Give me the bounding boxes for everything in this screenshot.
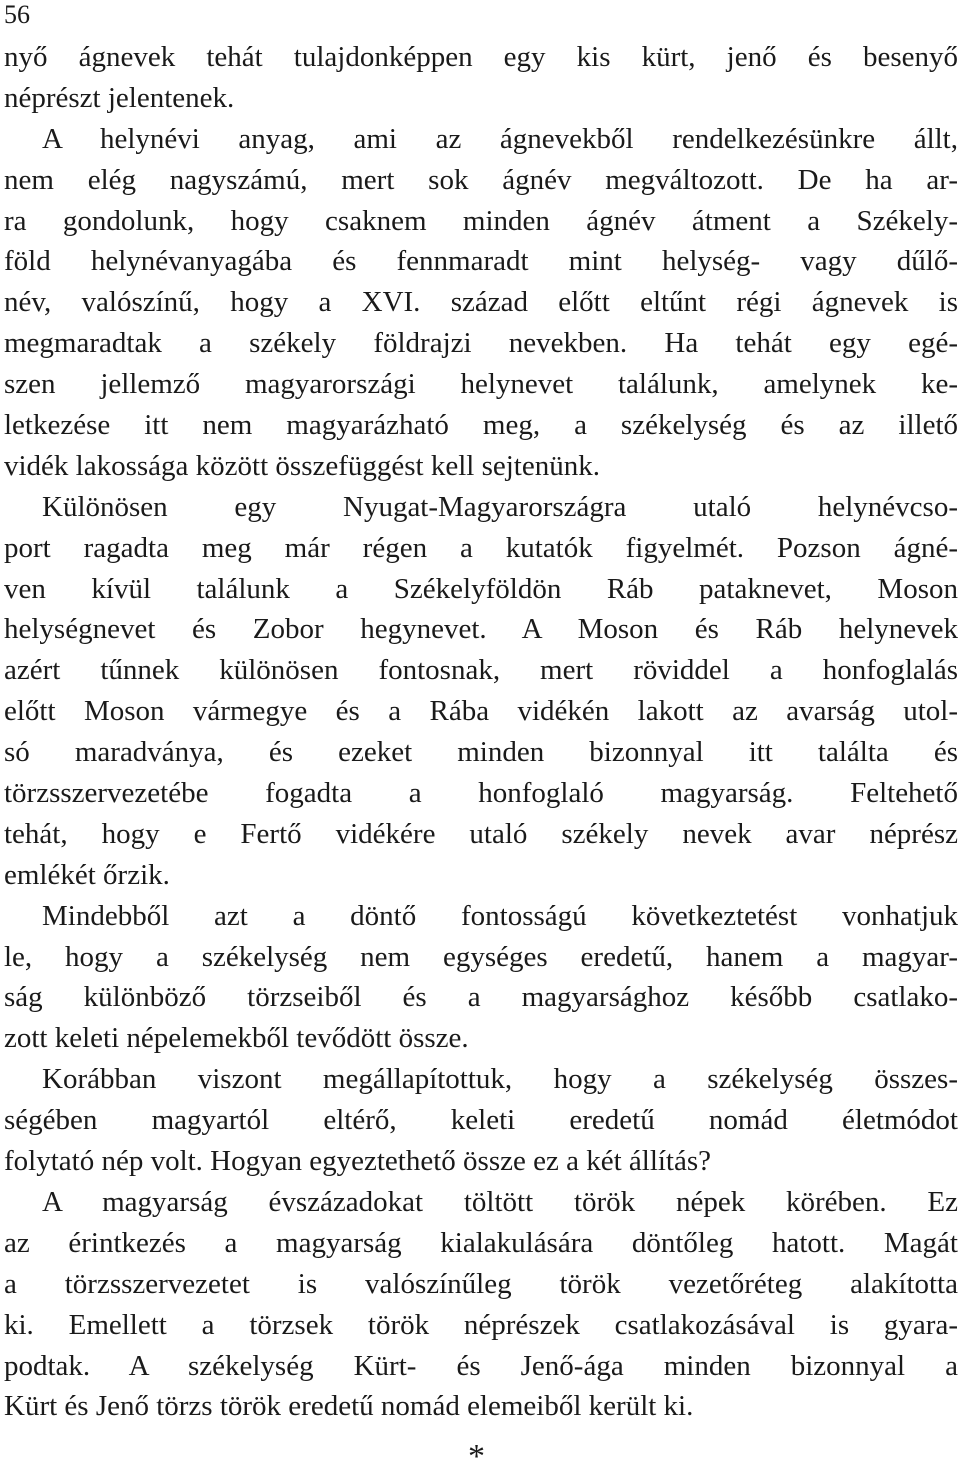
text-line: podtak. A székelység Kürt- és Jenő-ága minden bizonnyal a	[4, 1349, 958, 1382]
text-line: ki. Emellett a törzsek török néprészek csatlakozásával is gyara-	[4, 1308, 958, 1341]
text-line: név, valószínű, hogy a XVI. század előtt eltűnt régi ágnevek is	[4, 286, 958, 319]
body-text	[4, 37, 958, 1427]
text-line: só maradványa, és ezeket minden bizonnyal itt találta és	[4, 736, 958, 769]
text-line: néprészt jelentenek.	[4, 81, 235, 114]
text-line: ven kívül találunk a Székelyföldön Ráb pataknevet, Moson	[4, 572, 958, 605]
text-line: megmaradtak a székely földrajzi nevekben. Ha tehát egy egé-	[4, 327, 958, 360]
text-line: emlékét őrzik.	[4, 858, 170, 891]
text-line: nyő ágnevek tehát tulajdonképpen egy kis kürt, jenő és besenyő	[4, 41, 958, 73]
text-line: Mindebből azt a döntő fontosságú következtetést vonhatjuk	[42, 899, 958, 932]
text-line: le, hogy a székelység nem egységes eredetű, hanem a magyar-	[4, 940, 958, 973]
text-line: letkezése itt nem magyarázható meg, a székelység és az illető	[4, 409, 958, 442]
text-line: folytató nép volt. Hogyan egyeztethető össze ez a két állítás?	[4, 1145, 712, 1178]
text-line: Kürt és Jenő törzs török eredetű nomád elemeiből került ki.	[4, 1390, 694, 1423]
section-separator: *	[468, 1438, 485, 1475]
text-line: azért tűnnek különösen fontosnak, mert röviddel a honfoglalás	[4, 654, 958, 687]
text-line: tehát, hogy e Fertő vidékére utaló székely nevek avar néprész	[4, 817, 958, 850]
text-line: az érintkezés a magyarság kialakulására döntőleg hatott. Magát	[4, 1226, 958, 1259]
text-line: zott keleti népelemekből tevődött össze.	[4, 1022, 469, 1055]
text-line: ság különböző törzseiből és a magyarsághoz később csatlako-	[4, 981, 958, 1014]
text-line: törzsszervezetébe fogadta a honfoglaló magyarság. Feltehető	[4, 777, 958, 810]
text-line: föld helynévanyagába és fennmaradt mint helység- vagy dűlő-	[4, 245, 958, 278]
text-line: ra gondolunk, hogy csaknem minden ágnév átment a Székely-	[4, 204, 958, 237]
text-line: szen jellemző magyarországi helynevet találunk, amelynek ke-	[4, 368, 958, 401]
text-line: A helynévi anyag, ami az ágnevekből rendelkezésünkre állt,	[42, 122, 958, 155]
text-line: A magyarság évszázadokat töltött török népek körében. Ez	[42, 1185, 958, 1218]
text-line: előtt Moson vármegye és a Rába vidékén lakott az avarság utol-	[4, 695, 958, 728]
text-line: vidék lakossága között összefüggést kell sejtenünk.	[4, 449, 600, 482]
text-line: helységnevet és Zobor hegynevet. A Moson és Ráb helynevek	[4, 613, 958, 646]
text-line: Különösen egy Nyugat-Magyarországra utaló helynévcso-	[42, 490, 958, 523]
page-number: 56	[4, 0, 30, 29]
text-line: port ragadta meg már régen a kutatók figyelmét. Pozson ágné-	[4, 531, 958, 564]
text-line: nem elég nagyszámú, mert sok ágnév megváltozott. De ha ar-	[4, 163, 958, 196]
text-line: ségében magyartól eltérő, keleti eredetű nomád életmódot	[4, 1104, 958, 1137]
text-line: Korábban viszont megállapítottuk, hogy a székelység összes-	[42, 1063, 958, 1096]
text-line: a törzsszervezetet is valószínűleg török vezetőréteg alakította	[4, 1267, 958, 1300]
